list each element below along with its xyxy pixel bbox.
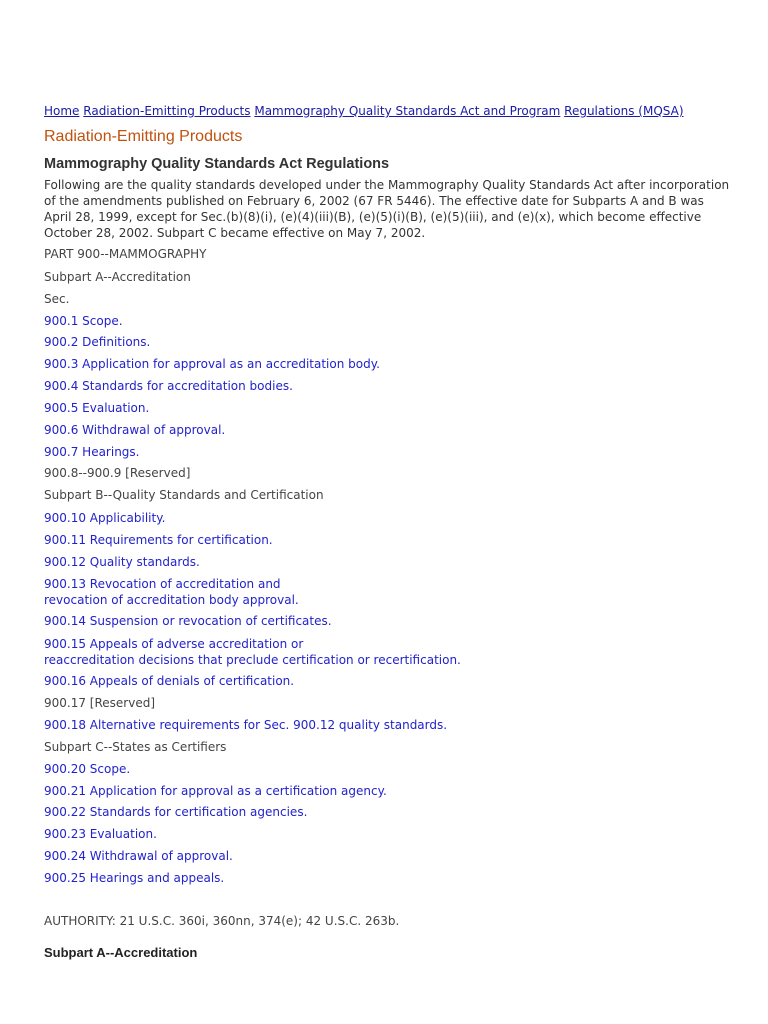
toc-part-heading: PART 900--MAMMOGRAPHY xyxy=(44,247,207,261)
toc-link-900-14[interactable]: 900.14 Suspension or revocation of certificates. xyxy=(44,614,332,628)
toc-link-900-2[interactable]: 900.2 Definitions. xyxy=(44,335,151,349)
intro-paragraph: Following are the quality standards developed under the Mammography Quality Standards Act after incorporation of the amendments published on February 6, 2002 (67 FR 5446). The effective date for Subparts A and B was April 28, 1999, except for Sec.(b)(8)(i), (e)(4)(iii)(B), (e)(5)(i)(B), (e)(5)(iii), and (e)(x), which become effective October 28, 2002. Subpart C became effective on May 7, 2002. xyxy=(44,178,730,240)
toc-link-900-25[interactable]: 900.25 Hearings and appeals. xyxy=(44,871,225,885)
toc-link-900-24[interactable]: 900.24 Withdrawal of approval. xyxy=(44,849,233,863)
toc-subpart-c-heading: Subpart C--States as Certifiers xyxy=(44,740,227,754)
toc-link-900-15-cont[interactable]: reaccreditation decisions that preclude certification or recertification. xyxy=(44,653,461,667)
toc-subpart-b-heading: Subpart B--Quality Standards and Certification xyxy=(44,488,324,502)
toc-link-900-10[interactable]: 900.10 Applicability. xyxy=(44,511,166,525)
toc-link-900-16[interactable]: 900.16 Appeals of denials of certification. xyxy=(44,674,295,688)
toc-link-900-6[interactable]: 900.6 Withdrawal of approval. xyxy=(44,423,226,437)
toc-reserved-900-8: 900.8--900.9 [Reserved] xyxy=(44,466,191,480)
toc-sec-label: Sec. xyxy=(44,292,70,306)
authority-text: AUTHORITY: 21 U.S.C. 360i, 360nn, 374(e); 42 U.S.C. 263b. xyxy=(44,914,400,928)
toc-link-900-7[interactable]: 900.7 Hearings. xyxy=(44,445,140,459)
breadcrumb-radiation-products-link[interactable]: Radiation-Emitting Products xyxy=(83,104,251,118)
toc-link-900-1[interactable]: 900.1 Scope. xyxy=(44,314,123,328)
toc-link-900-18[interactable]: 900.18 Alternative requirements for Sec. 900.12 quality standards. xyxy=(44,718,448,732)
toc-link-900-13[interactable]: 900.13 Revocation of accreditation and xyxy=(44,577,281,591)
toc-link-900-5[interactable]: 900.5 Evaluation. xyxy=(44,401,150,415)
toc-link-900-3[interactable]: 900.3 Application for approval as an accreditation body. xyxy=(44,357,380,371)
breadcrumb-mqsa-program-link[interactable]: Mammography Quality Standards Act and Program xyxy=(254,104,561,118)
toc-link-900-20[interactable]: 900.20 Scope. xyxy=(44,762,131,776)
page-title: Mammography Quality Standards Act Regulations xyxy=(44,156,390,172)
toc-link-900-23[interactable]: 900.23 Evaluation. xyxy=(44,827,157,841)
toc-link-900-11[interactable]: 900.11 Requirements for certification. xyxy=(44,533,273,547)
breadcrumb xyxy=(44,104,684,118)
toc-link-900-13-cont[interactable]: revocation of accreditation body approval. xyxy=(44,593,299,607)
breadcrumb-regulations-link[interactable]: Regulations (MQSA) xyxy=(564,104,684,118)
toc-link-900-4[interactable]: 900.4 Standards for accreditation bodies. xyxy=(44,379,293,393)
subpart-a-heading: Subpart A--Accreditation xyxy=(44,945,198,960)
toc-link-900-12[interactable]: 900.12 Quality standards. xyxy=(44,555,200,569)
toc-link-900-15[interactable]: 900.15 Appeals of adverse accreditation or xyxy=(44,637,304,651)
toc-reserved-900-17: 900.17 [Reserved] xyxy=(44,696,156,710)
section-title: Radiation-Emitting Products xyxy=(44,128,243,145)
toc-subpart-a-heading: Subpart A--Accreditation xyxy=(44,270,191,284)
toc-link-900-22[interactable]: 900.22 Standards for certification agencies. xyxy=(44,805,308,819)
toc-link-900-21[interactable]: 900.21 Application for approval as a certification agency. xyxy=(44,784,387,798)
breadcrumb-home-link[interactable]: Home xyxy=(44,104,80,118)
